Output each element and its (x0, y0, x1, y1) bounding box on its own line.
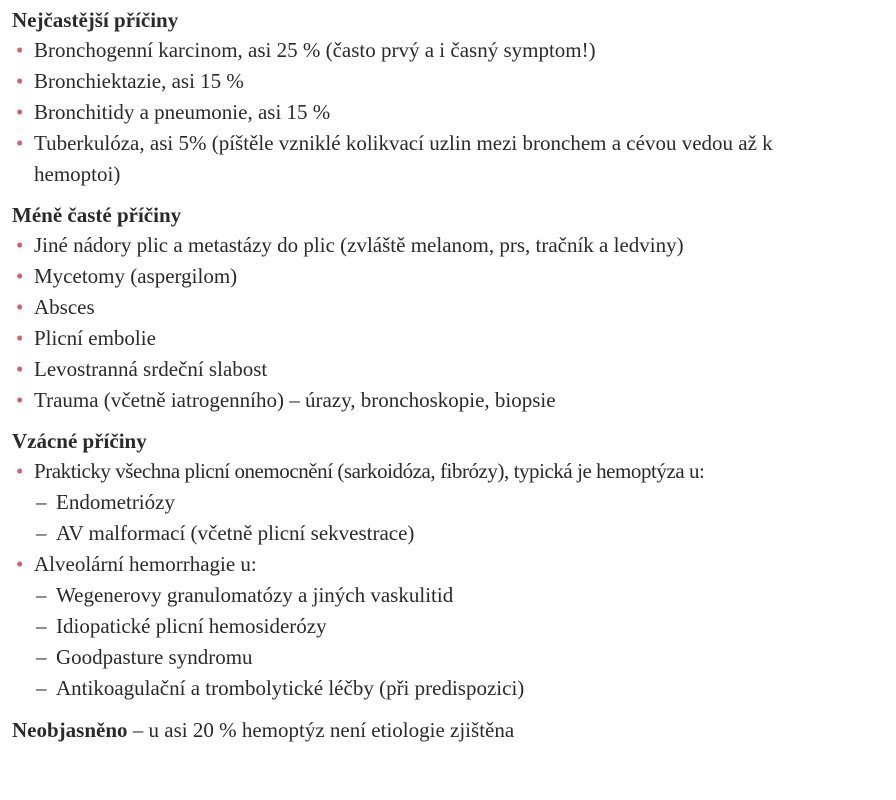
section-most-common (12, 6, 892, 190)
section-rare (12, 427, 892, 704)
list-item-text: Mycetomy (aspergilom) (34, 264, 238, 288)
list-item (12, 261, 892, 292)
bullet-icon: • (16, 326, 24, 350)
sub-list-item-text: Antikoagulační a trombolytické léčby (při predispozici) (56, 676, 525, 700)
list-item (12, 385, 892, 416)
list-item (12, 292, 892, 323)
bullet-icon: • (16, 100, 24, 124)
list-item (12, 128, 892, 190)
sub-list (34, 580, 892, 704)
dash-icon: – (36, 583, 47, 607)
dash-icon: – (36, 645, 47, 669)
list-item (12, 549, 892, 704)
section-title: Nejčastější příčiny (12, 8, 179, 32)
list-item-text: Levostranná srdeční slabost (34, 357, 268, 381)
dash-icon: – (36, 614, 47, 638)
sub-list-item (34, 611, 892, 642)
cause-list (12, 230, 892, 416)
list-item-text: Bronchogenní karcinom, asi 25 % (často prvý a i časný symptom!) (34, 38, 596, 62)
list-item (12, 97, 892, 128)
bullet-icon: • (16, 388, 24, 412)
list-item (12, 456, 892, 549)
bullet-icon: • (16, 131, 24, 155)
list-item-text: Prakticky všechna plicní onemocnění (sarkoidóza, fibrózy), typická je hemoptýza u: (34, 459, 705, 483)
dash-icon: – (36, 490, 47, 514)
list-item-text: Bronchitidy a pneumonie, asi 15 % (34, 100, 331, 124)
list-item (12, 230, 892, 261)
list-item-text: Alveolární hemorrhagie u: (34, 552, 257, 576)
cause-list (12, 456, 892, 704)
sub-list-item-text: Goodpasture syndromu (56, 645, 253, 669)
list-item-text: Plicní embolie (34, 326, 156, 350)
unexplained-note (12, 715, 892, 746)
sub-list-item-text: AV malformací (včetně plicní sekvestrace) (56, 521, 415, 545)
bullet-icon: • (16, 459, 23, 483)
sub-list-item (34, 518, 892, 549)
sub-list (34, 487, 892, 549)
bullet-icon: • (16, 295, 24, 319)
sub-list-item-text: Endometriózy (56, 490, 175, 514)
section-title: Vzácné příčiny (12, 429, 147, 453)
dash-icon: – (36, 521, 47, 545)
bullet-icon: • (16, 233, 24, 257)
section-less-common (12, 201, 892, 416)
list-item (12, 354, 892, 385)
sub-list-item (34, 642, 892, 673)
bullet-icon: • (16, 38, 24, 62)
section-title: Méně časté příčiny (12, 203, 182, 227)
list-item (12, 66, 892, 97)
document-page (12, 6, 892, 767)
list-item-text: Tuberkulóza, asi 5% (píštěle vzniklé kolikvací uzlin mezi bronchem a cévou vedou až k hemoptoi) (34, 131, 773, 186)
list-item-text: Trauma (včetně iatrogenního) – úrazy, bronchoskopie, biopsie (34, 388, 556, 412)
list-item-text: Absces (34, 295, 95, 319)
unexplained-text: – u asi 20 % hemoptýz není etiologie zjištěna (127, 718, 515, 742)
sub-list-item (34, 487, 892, 518)
sub-list-item-text: Idiopatické plicní hemosiderózy (56, 614, 327, 638)
bullet-icon: • (16, 264, 24, 288)
list-item (12, 323, 892, 354)
dash-icon: – (36, 676, 47, 700)
list-item-text: Jiné nádory plic a metastázy do plic (zvláště melanom, prs, tračník a ledviny) (34, 233, 684, 257)
sub-list-item (34, 673, 892, 704)
sub-list-item (34, 580, 892, 611)
bullet-icon: • (16, 552, 24, 576)
cause-list (12, 35, 892, 190)
list-item-text: Bronchiektazie, asi 15 % (34, 69, 244, 93)
sub-list-item-text: Wegenerovy granulomatózy a jiných vaskulitid (56, 583, 454, 607)
bullet-icon: • (16, 357, 24, 381)
bullet-icon: • (16, 69, 24, 93)
unexplained-label: Neobjasněno (12, 718, 128, 742)
list-item (12, 35, 892, 66)
